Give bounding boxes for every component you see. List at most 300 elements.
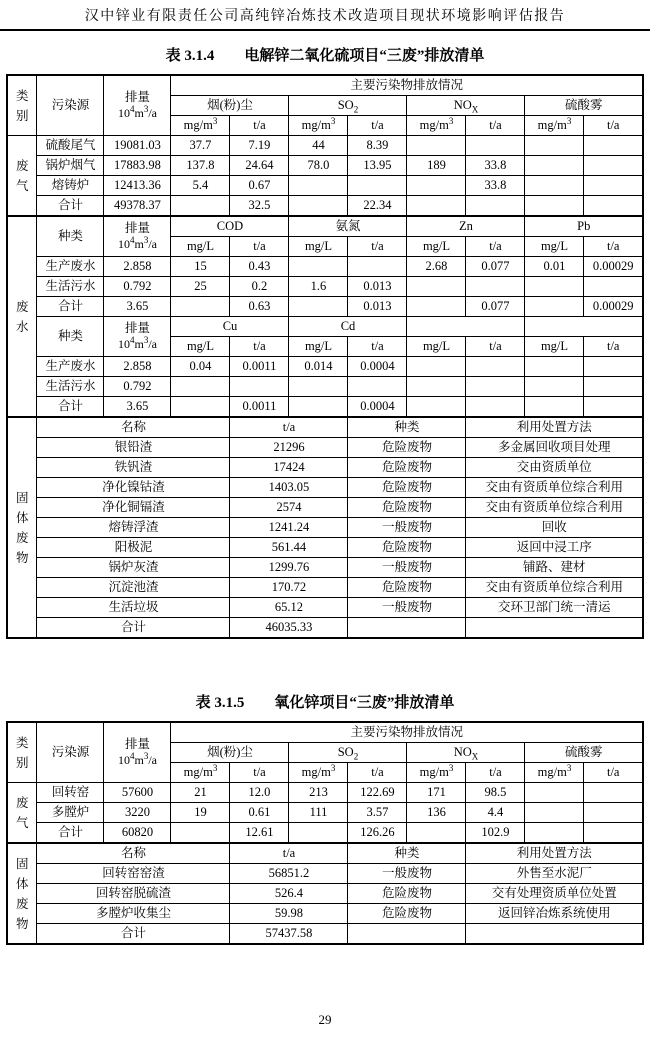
cell	[466, 357, 525, 377]
table-caption: 氧化锌项目“三废”排放清单	[274, 695, 455, 711]
header-cell	[407, 743, 525, 763]
cell	[289, 257, 348, 277]
category-cell	[7, 216, 37, 417]
sub-text: 2	[353, 751, 359, 762]
cell: 一般废物	[348, 598, 466, 618]
unit-cell: t/a	[230, 237, 289, 257]
category-header-label: 类别	[15, 735, 29, 770]
cell: 0.077	[466, 297, 525, 317]
cell: 17424	[230, 458, 348, 478]
table-row	[7, 498, 643, 518]
cell	[289, 397, 348, 418]
cell	[407, 397, 466, 418]
cell: 生活污水	[37, 277, 104, 297]
cell: 生产废水	[37, 257, 104, 277]
unit-cell: t/a	[466, 763, 525, 783]
cell: 15	[171, 257, 230, 277]
cell	[525, 136, 584, 156]
cell: 22.34	[348, 196, 407, 217]
cell: 170.72	[230, 578, 348, 598]
cell	[348, 618, 466, 639]
unit-text: mg/m	[301, 117, 331, 132]
header-cell	[407, 96, 525, 116]
header-cell: 主要污染物排放情况	[171, 722, 643, 743]
unit-cell	[407, 763, 466, 783]
cell	[171, 196, 230, 217]
cell: 0.01	[525, 257, 584, 277]
header-cell	[104, 722, 171, 783]
cell	[407, 823, 466, 844]
sup-text: 4	[129, 750, 135, 761]
volume-label: 排量	[124, 321, 150, 336]
header-cell	[171, 743, 289, 763]
cell: 33.8	[466, 156, 525, 176]
cell: 526.4	[230, 884, 348, 904]
cell: 合计	[37, 618, 230, 639]
cell: 122.69	[348, 783, 407, 803]
sup-text: 4	[129, 234, 135, 245]
cell: 78.0	[289, 156, 348, 176]
unit-text: mg/m	[183, 764, 213, 779]
volume-label: 排量	[124, 90, 150, 105]
cell: 硫酸尾气	[37, 136, 104, 156]
cell: 熔铸炉	[37, 176, 104, 196]
volume-unit	[105, 103, 169, 121]
group-text: Zn	[459, 218, 473, 233]
cell: 交由有资质单位综合利用	[466, 478, 643, 498]
cell: 3.65	[104, 397, 171, 418]
cell: 返回锌冶炼系统使用	[466, 904, 643, 924]
unit-text: m	[134, 336, 144, 351]
cell	[525, 377, 584, 397]
cell	[525, 357, 584, 377]
cell: 返回中浸工序	[466, 538, 643, 558]
cell: 126.26	[348, 823, 407, 844]
header-cell: 利用处置方法	[466, 843, 643, 864]
cell: 0.00029	[584, 257, 643, 277]
cell: 危险废物	[348, 478, 466, 498]
cell: 12.0	[230, 783, 289, 803]
cell: 危险废物	[348, 538, 466, 558]
header-cell	[525, 317, 643, 337]
table-row	[7, 884, 643, 904]
header-cell: 主要污染物排放情况	[171, 75, 643, 96]
sup-text: 3	[330, 762, 336, 773]
cell: 12.61	[230, 823, 289, 844]
cell: 危险废物	[348, 578, 466, 598]
table-row	[7, 176, 643, 196]
cell: 0.0011	[230, 357, 289, 377]
cell	[466, 924, 643, 945]
cell: 0.0011	[230, 397, 289, 418]
unit-text: mg/m	[537, 117, 567, 132]
volume-unit	[105, 334, 169, 352]
table-row	[7, 397, 643, 418]
table-row	[7, 417, 643, 438]
table-row	[7, 904, 643, 924]
cell	[525, 783, 584, 803]
header-cell	[171, 96, 289, 116]
category-label: 废气	[15, 158, 29, 193]
category-label: 废水	[15, 299, 29, 334]
table-row	[7, 864, 643, 884]
cell: 1.6	[289, 277, 348, 297]
cell: 0.014	[289, 357, 348, 377]
sup-text: 3	[566, 762, 572, 773]
cell: 7.19	[230, 136, 289, 156]
cell: 4.4	[466, 803, 525, 823]
cell	[584, 783, 643, 803]
cell	[289, 176, 348, 196]
header-cell: 污染源	[37, 722, 104, 783]
cell: 生活垃圾	[37, 598, 230, 618]
unit-text: 10	[117, 336, 130, 351]
cell: 回转窑	[37, 783, 104, 803]
cell: 一般废物	[348, 518, 466, 538]
cell: 3.65	[104, 297, 171, 317]
header-cell	[104, 317, 171, 357]
header-cell: 种类	[37, 216, 104, 257]
cell: 交环卫部门统一清运	[466, 598, 643, 618]
cell	[584, 377, 643, 397]
table-row	[7, 257, 643, 277]
cell	[525, 823, 584, 844]
cell: 49378.37	[104, 196, 171, 217]
table-row	[7, 156, 643, 176]
sup-text: 3	[212, 115, 218, 126]
cell: 46035.33	[230, 618, 348, 639]
cell: 102.9	[466, 823, 525, 844]
group-text: NO	[453, 97, 472, 112]
cell: 56851.2	[230, 864, 348, 884]
unit-text: mg/m	[301, 764, 331, 779]
cell: 19	[171, 803, 230, 823]
cell	[230, 377, 289, 397]
cell: 危险废物	[348, 458, 466, 478]
unit-cell: mg/L	[289, 237, 348, 257]
unit-cell: mg/L	[171, 337, 230, 357]
cell: 交有处理资质单位处置	[466, 884, 643, 904]
cell	[584, 196, 643, 217]
unit-cell	[525, 116, 584, 136]
unit-cell: t/a	[230, 116, 289, 136]
unit-cell: mg/L	[407, 237, 466, 257]
cell: 137.8	[171, 156, 230, 176]
table-row	[7, 136, 643, 156]
cell	[466, 397, 525, 418]
cell: 一般废物	[348, 558, 466, 578]
cell	[289, 377, 348, 397]
cell: 合计	[37, 823, 104, 844]
category-cell	[7, 417, 37, 638]
cell	[348, 257, 407, 277]
unit-text: mg/m	[419, 764, 449, 779]
unit-cell: t/a	[348, 237, 407, 257]
cell: 回转窑脱硫渣	[37, 884, 230, 904]
table-row	[7, 538, 643, 558]
cell	[525, 297, 584, 317]
table-row	[7, 478, 643, 498]
header-cell	[525, 216, 643, 237]
table-row	[7, 317, 643, 337]
cell	[584, 156, 643, 176]
header-cell: 种类	[348, 417, 466, 438]
cell	[407, 136, 466, 156]
cell: 12413.36	[104, 176, 171, 196]
cell	[584, 277, 643, 297]
cell: 合计	[37, 196, 104, 217]
table-row	[7, 458, 643, 478]
header-cell: 名称	[37, 417, 230, 438]
header-cell: 污染源	[37, 75, 104, 136]
cell: 19081.03	[104, 136, 171, 156]
cell: 2.858	[104, 357, 171, 377]
cell: 锅炉灰渣	[37, 558, 230, 578]
cell	[466, 618, 643, 639]
sup-text: 4	[129, 103, 135, 114]
unit-cell: mg/L	[525, 337, 584, 357]
header-cell	[289, 743, 407, 763]
cell: 沉淀池渣	[37, 578, 230, 598]
table-3-1-4	[6, 74, 644, 639]
unit-cell: t/a	[230, 763, 289, 783]
table-row	[7, 277, 643, 297]
sub-text: 2	[353, 104, 359, 115]
cell	[289, 196, 348, 217]
table-row	[7, 598, 643, 618]
cell: 合计	[37, 397, 104, 418]
cell	[525, 196, 584, 217]
cell: 危险废物	[348, 904, 466, 924]
cell: 净化铜镉渣	[37, 498, 230, 518]
unit-text: m	[134, 752, 144, 767]
cell	[348, 377, 407, 397]
cell	[171, 397, 230, 418]
table-row	[7, 297, 643, 317]
header-cell: 种类	[348, 843, 466, 864]
cell: 0.63	[230, 297, 289, 317]
unit-text: mg/m	[183, 117, 213, 132]
unit-cell	[407, 116, 466, 136]
unit-cell: t/a	[466, 116, 525, 136]
cell: 交由资质单位	[466, 458, 643, 478]
table-caption: 电解锌二氧化硫项目“三废”排放清单	[244, 48, 485, 64]
cell: 0.43	[230, 257, 289, 277]
cell: 净化镍钴渣	[37, 478, 230, 498]
group-text: 硫酸雾	[564, 744, 603, 759]
cell: 57600	[104, 783, 171, 803]
cell: 2574	[230, 498, 348, 518]
cell: 44	[289, 136, 348, 156]
cell: 561.44	[230, 538, 348, 558]
header-cell: t/a	[230, 417, 348, 438]
table-row	[7, 823, 643, 844]
sub-text: X	[471, 751, 479, 762]
group-text: Cd	[340, 318, 356, 333]
group-text: NO	[453, 744, 472, 759]
unit-cell: t/a	[230, 337, 289, 357]
table-row	[7, 438, 643, 458]
cell: 37.7	[171, 136, 230, 156]
cell	[584, 397, 643, 418]
group-text: Pb	[577, 218, 591, 233]
cell: 1299.76	[230, 558, 348, 578]
cell	[525, 277, 584, 297]
cell: 136	[407, 803, 466, 823]
cell: 2.858	[104, 257, 171, 277]
category-cell	[7, 783, 37, 844]
volume-label: 排量	[124, 737, 150, 752]
unit-text: 10	[117, 752, 130, 767]
table-row	[7, 357, 643, 377]
cell	[584, 803, 643, 823]
cell: 0.077	[466, 257, 525, 277]
group-text: 硫酸雾	[564, 97, 603, 112]
cell: 0.0004	[348, 397, 407, 418]
unit-text: 10	[117, 236, 130, 251]
category-label: 固体废物	[15, 490, 29, 565]
unit-cell: t/a	[466, 337, 525, 357]
cell: 65.12	[230, 598, 348, 618]
sup-text: 3	[566, 115, 572, 126]
cell: 危险废物	[348, 884, 466, 904]
cell	[171, 377, 230, 397]
cell: 多膛炉	[37, 803, 104, 823]
cell: 1241.24	[230, 518, 348, 538]
cell: 0.0004	[348, 357, 407, 377]
table-row	[7, 843, 643, 864]
header-cell	[7, 75, 37, 136]
sup-text: 3	[448, 115, 454, 126]
unit-text: /a	[148, 236, 157, 251]
cell	[407, 196, 466, 217]
table-row	[7, 578, 643, 598]
cell: 13.95	[348, 156, 407, 176]
unit-cell: t/a	[348, 116, 407, 136]
cell: 0.67	[230, 176, 289, 196]
header-cell: 利用处置方法	[466, 417, 643, 438]
cell: 2.68	[407, 257, 466, 277]
table-row	[7, 558, 643, 578]
volume-unit	[105, 750, 169, 768]
cell: 111	[289, 803, 348, 823]
cell: 0.792	[104, 277, 171, 297]
document-header: 汉中锌业有限责任公司高纯锌冶炼技术改造项目现状环境影响评估报告	[0, 0, 650, 31]
cell	[407, 357, 466, 377]
cell: 8.39	[348, 136, 407, 156]
unit-cell	[289, 763, 348, 783]
cell	[407, 297, 466, 317]
cell: 外售至水泥厂	[466, 864, 643, 884]
unit-cell: t/a	[466, 237, 525, 257]
cell: 21296	[230, 438, 348, 458]
header-cell: 名称	[37, 843, 230, 864]
cell: 阳极泥	[37, 538, 230, 558]
table-number: 表 3.1.5	[195, 695, 245, 711]
cell: 生产废水	[37, 357, 104, 377]
group-text: 烟(粉)尘	[207, 97, 253, 112]
header-cell	[525, 96, 643, 116]
cell: 0.00029	[584, 297, 643, 317]
cell: 合计	[37, 297, 104, 317]
cell	[171, 297, 230, 317]
table-row	[7, 196, 643, 217]
cell	[289, 297, 348, 317]
unit-text: /a	[148, 752, 157, 767]
group-text: 烟(粉)尘	[207, 744, 253, 759]
table-row	[7, 618, 643, 639]
unit-cell: t/a	[584, 763, 643, 783]
table-row	[7, 216, 643, 237]
cell: 银铅渣	[37, 438, 230, 458]
volume-label: 排量	[124, 221, 150, 236]
sup-text: 3	[143, 334, 149, 345]
table-3-1-5-title	[0, 691, 650, 712]
cell: 危险废物	[348, 438, 466, 458]
table-number: 表 3.1.4	[165, 48, 215, 64]
cell: 0.04	[171, 357, 230, 377]
header-cell	[289, 96, 407, 116]
unit-cell: mg/L	[525, 237, 584, 257]
unit-text: mg/m	[537, 764, 567, 779]
cell: 1403.05	[230, 478, 348, 498]
cell: 0.013	[348, 277, 407, 297]
cell: 一般废物	[348, 864, 466, 884]
header-cell	[289, 216, 407, 237]
group-text: SO	[337, 744, 354, 759]
unit-cell: t/a	[348, 763, 407, 783]
cell: 0.61	[230, 803, 289, 823]
unit-text: /a	[148, 336, 157, 351]
sup-text: 3	[143, 234, 149, 245]
cell: 交由有资质单位综合利用	[466, 578, 643, 598]
cell: 32.5	[230, 196, 289, 217]
cell	[407, 377, 466, 397]
cell: 171	[407, 783, 466, 803]
cell: 57437.58	[230, 924, 348, 945]
sup-text: 3	[448, 762, 454, 773]
cell	[348, 176, 407, 196]
cell: 铁钒渣	[37, 458, 230, 478]
sup-text: 3	[143, 103, 149, 114]
header-cell	[7, 722, 37, 783]
cell	[584, 823, 643, 844]
table-row	[7, 783, 643, 803]
cell	[525, 156, 584, 176]
volume-unit	[105, 234, 169, 252]
cell: 33.8	[466, 176, 525, 196]
group-text: Cu	[222, 318, 238, 333]
cell	[584, 357, 643, 377]
unit-text: mg/m	[419, 117, 449, 132]
cell: 合计	[37, 924, 230, 945]
unit-text: m	[134, 236, 144, 251]
cell	[466, 277, 525, 297]
table-row	[7, 722, 643, 743]
table-row	[7, 924, 643, 945]
cell: 5.4	[171, 176, 230, 196]
table-row	[7, 377, 643, 397]
cell: 3220	[104, 803, 171, 823]
header-cell: t/a	[230, 843, 348, 864]
cell: 锅炉烟气	[37, 156, 104, 176]
header-cell	[289, 317, 407, 337]
cell: 危险废物	[348, 498, 466, 518]
cell: 17883.98	[104, 156, 171, 176]
cell: 多膛炉收集尘	[37, 904, 230, 924]
category-label: 废气	[15, 795, 29, 830]
table-row	[7, 803, 643, 823]
